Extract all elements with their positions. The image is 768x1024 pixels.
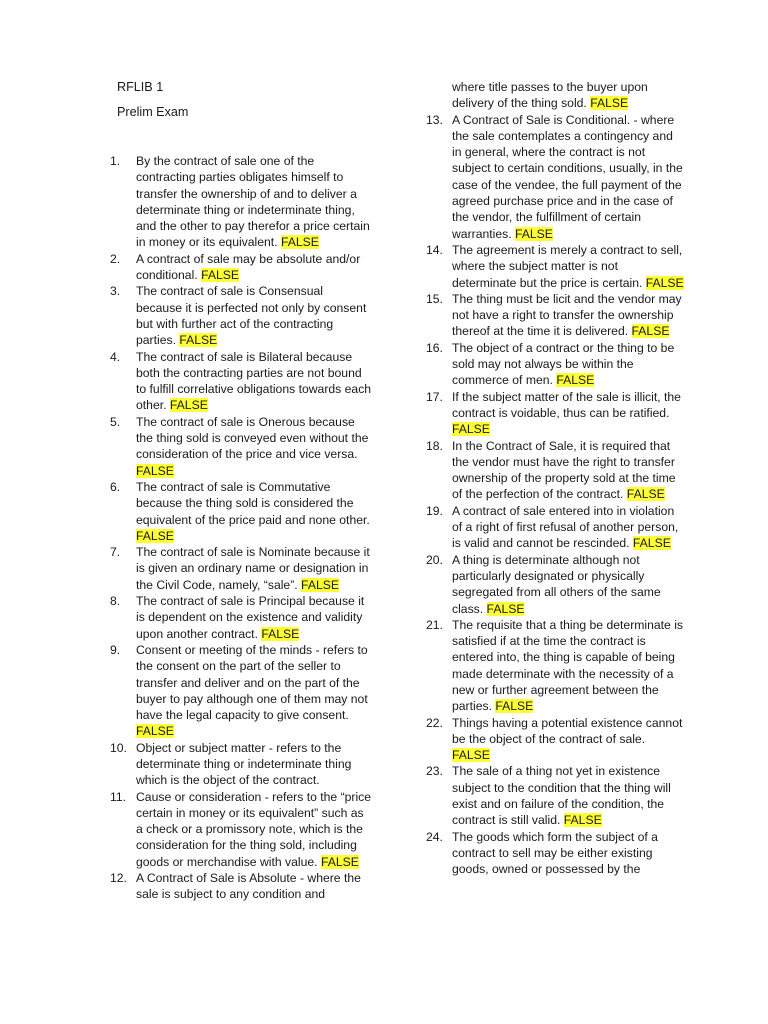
- answer-highlight: FALSE: [515, 226, 553, 241]
- question-item: [426, 763, 684, 828]
- question-item: [110, 789, 372, 870]
- question-text: The agreement is merely a contract to sell, where the subject matter is not determinate but the price is certain.: [452, 242, 683, 290]
- question-number: 2.: [110, 251, 121, 266]
- question-number: 8.: [110, 594, 121, 609]
- question-item: [426, 291, 684, 340]
- question-number: 12.: [110, 871, 127, 886]
- question-number: 5.: [110, 414, 121, 429]
- question-text: Cause or consideration - refers to the “price certain in money or its equivalent” such as a check or a promissory note, which is the consideration for the thing sold, including goods or merchandise with value.: [136, 789, 372, 869]
- question-text: A thing is determinate although not particularly designated or physically segregated from all others of the same class.: [452, 552, 661, 616]
- question-item: [426, 389, 684, 438]
- question-number: 15.: [426, 291, 443, 306]
- question-number: 18.: [426, 438, 443, 453]
- question-number: 23.: [426, 764, 443, 779]
- answer-highlight: FALSE: [261, 626, 300, 641]
- answer-highlight: FALSE: [320, 854, 359, 869]
- question-text: The contract of sale is Commutative because the thing sold is considered the equivalent of the price paid and none other.: [136, 479, 370, 527]
- question-item: [426, 829, 684, 878]
- question-item: [110, 544, 372, 593]
- answer-highlight: FALSE: [563, 813, 602, 828]
- question-number: 3.: [110, 284, 121, 299]
- question-item: [426, 617, 684, 715]
- answer-highlight: FALSE: [452, 422, 490, 437]
- question-text: Things having a potential existence cannot be the object of the contract of sale.: [452, 715, 683, 746]
- question-text: The thing must be licit and the vendor may not have a right to transfer the ownership thereof at the time it is delivered.: [452, 291, 682, 339]
- answer-highlight: FALSE: [201, 268, 239, 283]
- right-column: [426, 79, 684, 878]
- question-item: [110, 740, 372, 789]
- question-number: 6.: [110, 479, 121, 494]
- question-number: 4.: [110, 349, 121, 364]
- question-item: [110, 153, 372, 251]
- question-number: 19.: [426, 503, 443, 518]
- question-text: By the contract of sale one of the contracting parties obligates himself to transfer the ownership of and to deliver a determinate thing or indeterminate thing, and the other to pay therefor a price certain in money or its equivalent.: [136, 154, 370, 250]
- left-column: [110, 153, 372, 903]
- answer-highlight: FALSE: [631, 324, 670, 339]
- continuation-text: [426, 79, 684, 112]
- question-item: [426, 715, 684, 764]
- question-number: 17.: [426, 389, 443, 404]
- answer-highlight: FALSE: [556, 373, 595, 388]
- answer-highlight: FALSE: [136, 463, 174, 478]
- answer-highlight: FALSE: [452, 748, 490, 763]
- answer-highlight: FALSE: [136, 724, 174, 739]
- question-item: [426, 242, 684, 291]
- question-number: 7.: [110, 545, 121, 560]
- question-text: The contract of sale is Principal because it is dependent on the existence and validity upon another contract.: [136, 594, 365, 641]
- continuation-body: where title passes to the buyer upon delivery of the thing sold.: [452, 80, 648, 111]
- question-item: [426, 503, 684, 552]
- question-number: 1.: [110, 154, 121, 168]
- question-number: 21.: [426, 617, 443, 632]
- document-title: RFLIB 1: [117, 80, 164, 94]
- answer-highlight: FALSE: [179, 333, 218, 348]
- answer-highlight: FALSE: [280, 235, 319, 250]
- question-text: Object or subject matter - refers to the determinate thing or indeterminate thing which is the object of the contract.: [136, 740, 352, 788]
- question-text: A contract of sale may be absolute and/or conditional.: [136, 251, 361, 283]
- question-item: [110, 642, 372, 740]
- question-item: [110, 349, 372, 414]
- answer-highlight: FALSE: [136, 528, 174, 543]
- question-item: [426, 112, 684, 242]
- question-item: [426, 438, 684, 503]
- question-text: Consent or meeting of the minds - refers to the consent on the part of the seller to transfer and deliver and on the part of the buyer to pay although one of them may not have the legal capacity to give consent.: [136, 642, 368, 723]
- question-number: 14.: [426, 242, 443, 257]
- question-text: In the Contract of Sale, it is required that the vendor must have the right to transfer ownership of the property sold at the time of the perfection of the contract.: [452, 438, 676, 502]
- question-item: [110, 479, 372, 544]
- question-item: [110, 283, 372, 348]
- question-number: 11.: [110, 789, 127, 804]
- question-text: The contract of sale is Bilateral because both the contracting parties are not bound to fulfill correlative obligations towards each other.: [136, 349, 372, 413]
- answer-highlight: FALSE: [486, 601, 525, 616]
- answer-highlight: FALSE: [632, 536, 671, 551]
- question-text: A contract of sale entered into in violation of a right of first refusal of another person, is valid and cannot be rescinded.: [452, 503, 679, 551]
- answer-highlight: FALSE: [495, 699, 534, 714]
- question-item: [110, 414, 372, 479]
- question-number: 16.: [426, 340, 443, 355]
- question-number: 9.: [110, 642, 121, 657]
- answer-highlight: FALSE: [169, 398, 208, 413]
- question-text: A Contract of Sale is Conditional. - where the sale contemplates a contingency and in general, where the contract is not subject to certain conditions, usually, in the case of the vendee, the full payment of the agreed purchase price and in the case of the vendor, the fulfillment of certain warranties.: [452, 112, 683, 241]
- answer-highlight: FALSE: [645, 275, 684, 290]
- question-text: The contract of sale is Nominate because it is given an ordinary name or designation in the Civil Code, namely, “sale”.: [136, 545, 370, 592]
- question-text: The contract of sale is Consensual because it is perfected not only by consent but with further act of the contracting parties.: [136, 284, 367, 348]
- document-subtitle: Prelim Exam: [117, 105, 189, 119]
- question-number: 22.: [426, 715, 443, 730]
- question-item: [426, 552, 684, 617]
- question-text: If the subject matter of the sale is illicit, the contract is voidable, thus can be ratified.: [452, 389, 681, 420]
- question-item: [426, 340, 684, 389]
- question-number: 10.: [110, 740, 127, 755]
- question-item: [110, 870, 372, 903]
- question-number: 24.: [426, 829, 443, 844]
- question-text: A Contract of Sale is Absolute - where the sale is subject to any condition and: [136, 871, 361, 902]
- answer-highlight: FALSE: [301, 577, 339, 592]
- answer-highlight: FALSE: [626, 487, 665, 502]
- answer-highlight: FALSE: [590, 96, 629, 111]
- question-text: The object of a contract or the thing to be sold may not always be within the commerce of men.: [452, 340, 675, 388]
- question-text: The contract of sale is Onerous because the thing sold is conveyed even without the consideration of the price and vice versa.: [136, 414, 369, 462]
- question-number: 20.: [426, 552, 443, 567]
- question-text: The requisite that a thing be determinate is satisfied if at the time the contract is entered into, the thing is capable of being made determinate with the necessity of a new or further agreement between the parties.: [452, 617, 684, 714]
- question-item: [110, 593, 372, 642]
- question-number: 13.: [426, 112, 443, 127]
- question-text: The sale of a thing not yet in existence subject to the condition that the thing will exist and on failure of the condition, the contract is still valid.: [452, 764, 671, 828]
- question-item: [110, 251, 372, 284]
- question-text: The goods which form the subject of a contract to sell may be either existing goods, owned or possessed by the: [452, 829, 658, 877]
